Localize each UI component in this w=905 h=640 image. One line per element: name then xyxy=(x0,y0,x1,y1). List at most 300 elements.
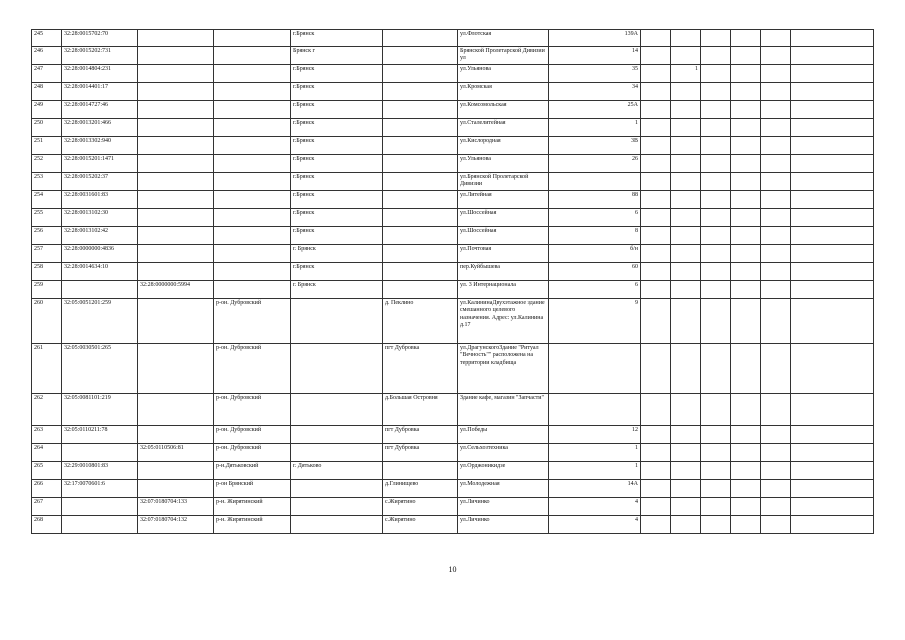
registry-table xyxy=(31,29,874,534)
empty-cell xyxy=(701,498,731,516)
table-row xyxy=(32,299,874,344)
empty-cell xyxy=(701,344,731,394)
settlement: с.Жирятино xyxy=(383,516,458,534)
empty-cell xyxy=(731,444,761,462)
cadastral-number-alt: 32:28:0000000:5994 xyxy=(138,281,214,299)
settlement xyxy=(383,47,458,65)
address: ул.Сталелитейная xyxy=(458,119,549,137)
address: ул.Кислородная xyxy=(458,137,549,155)
empty-cell xyxy=(701,137,731,155)
empty-cell xyxy=(761,65,791,83)
city xyxy=(291,516,383,534)
table-row xyxy=(32,344,874,394)
row-number: 254 xyxy=(32,191,62,209)
row-number: 260 xyxy=(32,299,62,344)
extra-value xyxy=(671,137,701,155)
empty-cell xyxy=(731,101,761,119)
settlement: пгт Дубровка xyxy=(383,426,458,444)
settlement xyxy=(383,173,458,191)
empty-cell xyxy=(761,263,791,281)
city: г.Брянск xyxy=(291,173,383,191)
house-number: 1 xyxy=(549,444,641,462)
district xyxy=(214,263,291,281)
empty-cell xyxy=(641,227,671,245)
address: ул.Личинко xyxy=(458,498,549,516)
extra-value xyxy=(671,83,701,101)
address: ул.ДрагунскогоЗдание "Ритуал "Вечность"" расположена на территории кладбища xyxy=(458,344,549,394)
empty-cell xyxy=(731,245,761,263)
empty-cell xyxy=(701,480,731,498)
house-number: 3В xyxy=(549,137,641,155)
city: Брянск г xyxy=(291,47,383,65)
empty-cell xyxy=(761,245,791,263)
settlement: д. Пеклино xyxy=(383,299,458,344)
extra-value xyxy=(671,119,701,137)
empty-cell xyxy=(641,344,671,394)
cadastral-number-alt xyxy=(138,480,214,498)
settlement xyxy=(383,119,458,137)
empty-cell xyxy=(641,444,671,462)
district xyxy=(214,30,291,47)
empty-cell xyxy=(641,245,671,263)
row-number: 252 xyxy=(32,155,62,173)
row-number: 247 xyxy=(32,65,62,83)
empty-cell xyxy=(761,155,791,173)
empty-cell xyxy=(701,462,731,480)
empty-cell xyxy=(701,47,731,65)
district: р-он. Дубровский xyxy=(214,299,291,344)
cadastral-number: 32:28:0015202:731 xyxy=(62,47,138,65)
settlement xyxy=(383,83,458,101)
city: г.Брянск xyxy=(291,83,383,101)
city: г.Брянск xyxy=(291,155,383,173)
table-row xyxy=(32,462,874,480)
city: г.Брянск xyxy=(291,137,383,155)
cadastral-number: 32:05:0030501:265 xyxy=(62,344,138,394)
cadastral-number: 32:28:0013102:30 xyxy=(62,209,138,227)
empty-cell xyxy=(761,498,791,516)
table-row xyxy=(32,119,874,137)
table-row xyxy=(32,47,874,65)
empty-cell xyxy=(731,498,761,516)
house-number: 14 xyxy=(549,47,641,65)
settlement: с.Жирятино xyxy=(383,498,458,516)
city xyxy=(291,498,383,516)
extra-value xyxy=(671,263,701,281)
house-number: 88 xyxy=(549,191,641,209)
empty-cell xyxy=(641,137,671,155)
cadastral-number-alt xyxy=(138,344,214,394)
settlement xyxy=(383,101,458,119)
empty-cell xyxy=(761,394,791,426)
empty-cell xyxy=(701,263,731,281)
cadastral-number-alt: 32:07:0180704:133 xyxy=(138,498,214,516)
cadastral-number xyxy=(62,516,138,534)
empty-cell xyxy=(641,65,671,83)
extra-value xyxy=(671,173,701,191)
cadastral-number-alt xyxy=(138,263,214,281)
empty-cell xyxy=(731,83,761,101)
empty-cell xyxy=(791,191,874,209)
cadastral-number-alt xyxy=(138,462,214,480)
cadastral-number-alt xyxy=(138,245,214,263)
cadastral-number: 32:05:0051201:259 xyxy=(62,299,138,344)
cadastral-number-alt xyxy=(138,119,214,137)
settlement xyxy=(383,191,458,209)
city: г. Дятьково xyxy=(291,462,383,480)
table-row xyxy=(32,444,874,462)
empty-cell xyxy=(641,173,671,191)
empty-cell xyxy=(791,83,874,101)
empty-cell xyxy=(761,137,791,155)
row-number: 245 xyxy=(32,30,62,47)
empty-cell xyxy=(641,83,671,101)
district: р-н.Дятьковский xyxy=(214,462,291,480)
empty-cell xyxy=(731,281,761,299)
empty-cell xyxy=(701,191,731,209)
extra-value xyxy=(671,30,701,47)
district xyxy=(214,227,291,245)
extra-value xyxy=(671,47,701,65)
address: ул.Флотская xyxy=(458,30,549,47)
district xyxy=(214,101,291,119)
empty-cell xyxy=(641,101,671,119)
extra-value xyxy=(671,394,701,426)
empty-cell xyxy=(701,245,731,263)
row-number: 263 xyxy=(32,426,62,444)
cadastral-number: 32:28:0013302:940 xyxy=(62,137,138,155)
empty-cell xyxy=(791,444,874,462)
settlement xyxy=(383,65,458,83)
house-number: 35 xyxy=(549,65,641,83)
cadastral-number: 32:28:0015201:1471 xyxy=(62,155,138,173)
house-number: 139А xyxy=(549,30,641,47)
extra-value xyxy=(671,299,701,344)
settlement xyxy=(383,155,458,173)
cadastral-number-alt xyxy=(138,191,214,209)
empty-cell xyxy=(731,65,761,83)
extra-value xyxy=(671,480,701,498)
empty-cell xyxy=(731,173,761,191)
table-row xyxy=(32,101,874,119)
city xyxy=(291,480,383,498)
city: г.Брянск xyxy=(291,209,383,227)
empty-cell xyxy=(761,480,791,498)
cadastral-number-alt xyxy=(138,394,214,426)
address: ул.Ульянова xyxy=(458,155,549,173)
empty-cell xyxy=(791,173,874,191)
extra-value xyxy=(671,498,701,516)
table-row xyxy=(32,30,874,47)
table-row xyxy=(32,191,874,209)
table-row xyxy=(32,426,874,444)
house-number xyxy=(549,394,641,426)
empty-cell xyxy=(761,83,791,101)
empty-cell xyxy=(791,516,874,534)
house-number: 4 xyxy=(549,498,641,516)
empty-cell xyxy=(761,281,791,299)
row-number: 268 xyxy=(32,516,62,534)
extra-value: 1 xyxy=(671,65,701,83)
cadastral-number: 32:28:0014727:46 xyxy=(62,101,138,119)
table-row xyxy=(32,263,874,281)
empty-cell xyxy=(701,65,731,83)
cadastral-number-alt xyxy=(138,299,214,344)
house-number: 8 xyxy=(549,227,641,245)
empty-cell xyxy=(731,209,761,227)
extra-value xyxy=(671,155,701,173)
empty-cell xyxy=(791,344,874,394)
address: ул.Кромская xyxy=(458,83,549,101)
table-row xyxy=(32,155,874,173)
table-row xyxy=(32,65,874,83)
empty-cell xyxy=(761,119,791,137)
cadastral-number: 32:05:0081101:219 xyxy=(62,394,138,426)
empty-cell xyxy=(731,263,761,281)
district xyxy=(214,281,291,299)
settlement: пгт Дубровка xyxy=(383,444,458,462)
empty-cell xyxy=(641,155,671,173)
empty-cell xyxy=(761,101,791,119)
empty-cell xyxy=(791,480,874,498)
row-number: 250 xyxy=(32,119,62,137)
address: ул.Брянской Пролетарской Дивизии xyxy=(458,173,549,191)
extra-value xyxy=(671,281,701,299)
settlement xyxy=(383,263,458,281)
empty-cell xyxy=(731,462,761,480)
cadastral-number-alt xyxy=(138,101,214,119)
empty-cell xyxy=(701,209,731,227)
empty-cell xyxy=(791,30,874,47)
district xyxy=(214,245,291,263)
table-row xyxy=(32,281,874,299)
settlement xyxy=(383,245,458,263)
empty-cell xyxy=(641,480,671,498)
cadastral-number-alt xyxy=(138,227,214,245)
house-number: 26 xyxy=(549,155,641,173)
district xyxy=(214,155,291,173)
settlement xyxy=(383,281,458,299)
empty-cell xyxy=(791,119,874,137)
house-number: 25А xyxy=(549,101,641,119)
extra-value xyxy=(671,227,701,245)
row-number: 249 xyxy=(32,101,62,119)
city xyxy=(291,444,383,462)
district: р-он. Дубровский xyxy=(214,394,291,426)
address: ул.Литейная xyxy=(458,191,549,209)
empty-cell xyxy=(791,65,874,83)
cadastral-number-alt: 32:05:0110506:81 xyxy=(138,444,214,462)
extra-value xyxy=(671,426,701,444)
address: ул.Молодежная xyxy=(458,480,549,498)
settlement: д.Большая Островня xyxy=(383,394,458,426)
district: р-он Брянский xyxy=(214,480,291,498)
settlement xyxy=(383,227,458,245)
house-number: 6 xyxy=(549,209,641,227)
empty-cell xyxy=(641,426,671,444)
empty-cell xyxy=(731,119,761,137)
empty-cell xyxy=(641,462,671,480)
address: ул. 3 Интернационала xyxy=(458,281,549,299)
row-number: 262 xyxy=(32,394,62,426)
settlement: д.Глинищево xyxy=(383,480,458,498)
empty-cell xyxy=(701,155,731,173)
cadastral-number xyxy=(62,444,138,462)
house-number: 12 xyxy=(549,426,641,444)
district xyxy=(214,65,291,83)
address: ул.Комсомольская xyxy=(458,101,549,119)
cadastral-number-alt: 32:07:0180704:132 xyxy=(138,516,214,534)
address: ул.Личинко xyxy=(458,516,549,534)
empty-cell xyxy=(701,119,731,137)
cadastral-number xyxy=(62,498,138,516)
extra-value xyxy=(671,462,701,480)
empty-cell xyxy=(641,209,671,227)
city: г. Брянск xyxy=(291,245,383,263)
empty-cell xyxy=(761,47,791,65)
empty-cell xyxy=(731,137,761,155)
row-number: 251 xyxy=(32,137,62,155)
empty-cell xyxy=(731,344,761,394)
empty-cell xyxy=(731,227,761,245)
address: пер.Куйбышева xyxy=(458,263,549,281)
row-number: 258 xyxy=(32,263,62,281)
district xyxy=(214,119,291,137)
empty-cell xyxy=(701,426,731,444)
empty-cell xyxy=(791,299,874,344)
address: ул.Почтовая xyxy=(458,245,549,263)
cadastral-number: 32:28:0013201:466 xyxy=(62,119,138,137)
district xyxy=(214,47,291,65)
empty-cell xyxy=(641,299,671,344)
house-number xyxy=(549,173,641,191)
empty-cell xyxy=(791,155,874,173)
cadastral-number-alt xyxy=(138,209,214,227)
cadastral-number-alt xyxy=(138,83,214,101)
city: г. Брянск xyxy=(291,281,383,299)
district: р-н. Жирятинский xyxy=(214,498,291,516)
address: Брянской Пролетарской Дивизии ул xyxy=(458,47,549,65)
table-row xyxy=(32,209,874,227)
extra-value xyxy=(671,344,701,394)
empty-cell xyxy=(701,83,731,101)
row-number: 246 xyxy=(32,47,62,65)
empty-cell xyxy=(731,47,761,65)
house-number: 4 xyxy=(549,516,641,534)
cadastral-number-alt xyxy=(138,65,214,83)
empty-cell xyxy=(791,47,874,65)
empty-cell xyxy=(761,426,791,444)
address: Здание кафе, магазин "Запчасти" xyxy=(458,394,549,426)
empty-cell xyxy=(701,394,731,426)
address: ул.Победы xyxy=(458,426,549,444)
empty-cell xyxy=(761,209,791,227)
empty-cell xyxy=(641,498,671,516)
cadastral-number-alt xyxy=(138,47,214,65)
cadastral-number-alt xyxy=(138,426,214,444)
cadastral-number: 32:17:0070601:6 xyxy=(62,480,138,498)
row-number: 265 xyxy=(32,462,62,480)
district xyxy=(214,173,291,191)
city: г.Брянск xyxy=(291,119,383,137)
city: г.Брянск xyxy=(291,65,383,83)
empty-cell xyxy=(791,137,874,155)
district xyxy=(214,137,291,155)
empty-cell xyxy=(791,263,874,281)
extra-value xyxy=(671,191,701,209)
empty-cell xyxy=(791,209,874,227)
cadastral-number-alt xyxy=(138,155,214,173)
empty-cell xyxy=(641,30,671,47)
house-number: 34 xyxy=(549,83,641,101)
empty-cell xyxy=(731,191,761,209)
empty-cell xyxy=(761,30,791,47)
empty-cell xyxy=(641,47,671,65)
table-row xyxy=(32,83,874,101)
cadastral-number: 32:28:0014634:10 xyxy=(62,263,138,281)
cadastral-number-alt xyxy=(138,173,214,191)
district: р-н. Жирятинский xyxy=(214,516,291,534)
extra-value xyxy=(671,209,701,227)
empty-cell xyxy=(701,227,731,245)
house-number: б/н xyxy=(549,245,641,263)
empty-cell xyxy=(761,344,791,394)
address: ул.Шоссейная xyxy=(458,209,549,227)
empty-cell xyxy=(701,281,731,299)
cadastral-number: 32:28:0015702:70 xyxy=(62,30,138,47)
house-number: 60 xyxy=(549,263,641,281)
house-number: 6 xyxy=(549,281,641,299)
cadastral-number: 32:28:0015202:37 xyxy=(62,173,138,191)
empty-cell xyxy=(731,480,761,498)
district xyxy=(214,191,291,209)
house-number xyxy=(549,344,641,394)
address: ул.КалининаДвухэтажное здание смешанного целевого назначения. Адрес: ул.Калинина д.17 xyxy=(458,299,549,344)
row-number: 253 xyxy=(32,173,62,191)
district xyxy=(214,209,291,227)
empty-cell xyxy=(791,281,874,299)
table-row xyxy=(32,173,874,191)
city: г.Брянск xyxy=(291,101,383,119)
city: г.Брянск xyxy=(291,191,383,209)
city xyxy=(291,394,383,426)
empty-cell xyxy=(791,227,874,245)
address: ул.Орджоникидзе xyxy=(458,462,549,480)
row-number: 256 xyxy=(32,227,62,245)
empty-cell xyxy=(761,299,791,344)
district: р-он. Дубровский xyxy=(214,444,291,462)
row-number: 248 xyxy=(32,83,62,101)
city xyxy=(291,344,383,394)
row-number: 259 xyxy=(32,281,62,299)
page-number: 10 xyxy=(448,565,457,574)
extra-value xyxy=(671,101,701,119)
address: ул.Шоссейная xyxy=(458,227,549,245)
settlement: пгт Дубровка xyxy=(383,344,458,394)
settlement xyxy=(383,209,458,227)
empty-cell xyxy=(731,394,761,426)
empty-cell xyxy=(731,516,761,534)
empty-cell xyxy=(641,516,671,534)
city: г.Брянск xyxy=(291,227,383,245)
empty-cell xyxy=(761,462,791,480)
house-number: 1 xyxy=(549,462,641,480)
row-number: 264 xyxy=(32,444,62,462)
cadastral-number-alt xyxy=(138,137,214,155)
row-number: 255 xyxy=(32,209,62,227)
empty-cell xyxy=(641,191,671,209)
empty-cell xyxy=(641,281,671,299)
